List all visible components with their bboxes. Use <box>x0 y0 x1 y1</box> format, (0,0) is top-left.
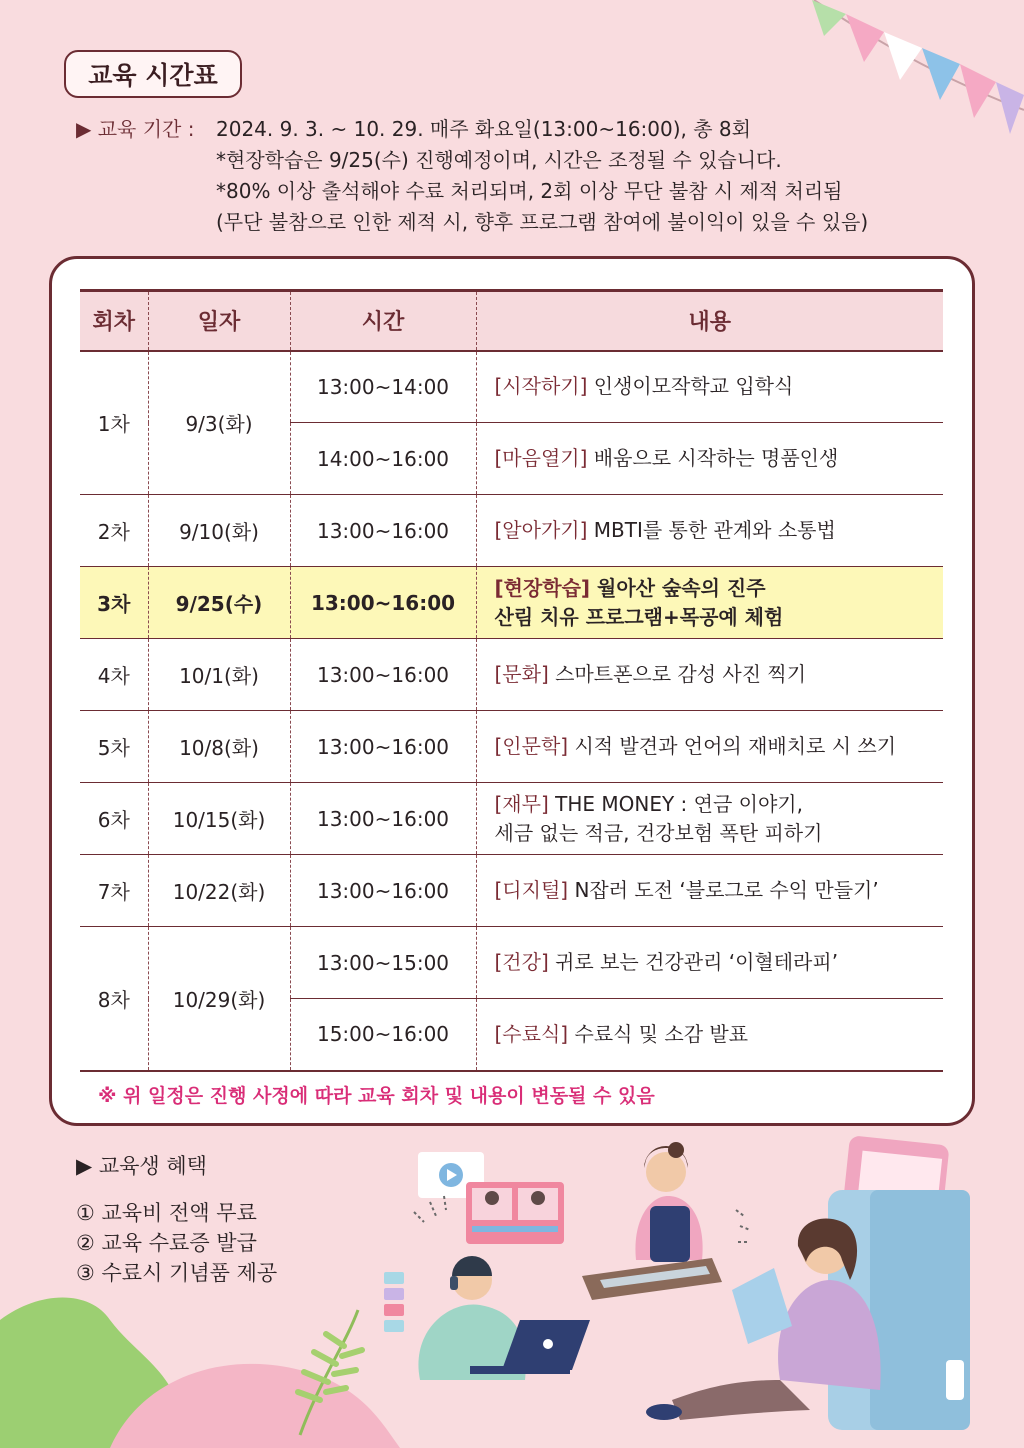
date-cell: 10/22(화) <box>148 855 290 927</box>
date-cell: 10/29(화) <box>148 927 290 1071</box>
period-note: *80% 이상 출석해야 수료 처리되며, 2회 이상 무단 불참 시 제적 처리됨 <box>216 179 843 203</box>
session-cell: 1차 <box>80 351 148 495</box>
session-cell: 5차 <box>80 711 148 783</box>
content-cell <box>476 999 943 1071</box>
content-cell <box>476 783 943 855</box>
period-label: ▶ 교육 기간 : <box>76 117 195 141</box>
video-call-screen <box>466 1182 564 1244</box>
list-item: ③ 수료시 기념품 제공 <box>76 1261 278 1285</box>
content-cell <box>476 423 943 495</box>
content-cell <box>476 639 943 711</box>
time-cell: 13:00~16:00 <box>290 639 476 711</box>
category-label: [인문학] <box>494 734 569 758</box>
period-note: *현장학습은 9/25(수) 진행예정이며, 시간은 조정될 수 있습니다. <box>216 148 782 172</box>
content-cell <box>476 567 943 639</box>
date-cell: 10/1(화) <box>148 639 290 711</box>
time-cell: 13:00~15:00 <box>290 927 476 999</box>
benefits-title: ▶ 교육생 혜택 <box>76 1154 207 1178</box>
illustration-group <box>0 1130 1024 1448</box>
list-item: ① 교육비 전액 무료 <box>76 1201 257 1225</box>
table-header-row <box>80 291 943 351</box>
session-cell: 8차 <box>80 927 148 1071</box>
category-label: [시작하기] <box>494 374 588 399</box>
schedule-table <box>80 289 943 1072</box>
schedule-card <box>49 256 975 1126</box>
media-buttons <box>384 1272 404 1332</box>
time-cell: 14:00~16:00 <box>290 423 476 495</box>
time-cell: 13:00~16:00 <box>290 711 476 783</box>
time-cell: 13:00~14:00 <box>290 351 476 423</box>
category-label: [건강] <box>494 950 549 974</box>
session-cell: 4차 <box>80 639 148 711</box>
session-cell: 6차 <box>80 783 148 855</box>
person-woodworking <box>582 1142 722 1300</box>
content-cell <box>476 495 943 567</box>
content-text: 배움으로 시작하는 명품인생 <box>593 446 839 470</box>
table-row <box>80 855 943 927</box>
table-row <box>80 639 943 711</box>
page-title: 교육 시간표 <box>64 50 242 98</box>
table-row <box>80 495 943 567</box>
table-row <box>80 927 943 999</box>
time-cell: 13:00~16:00 <box>290 783 476 855</box>
header-content: 내용 <box>476 291 943 351</box>
category-label: [현장학습] <box>494 575 591 600</box>
date-cell: 9/3(화) <box>148 351 290 495</box>
content-text-line2: 산림 치유 프로그램+목공예 체험 <box>494 604 784 629</box>
date-cell: 10/8(화) <box>148 711 290 783</box>
date-cell: 9/25(수) <box>148 567 290 639</box>
list-item: ② 교육 수료증 발급 <box>76 1231 257 1255</box>
category-label: [문화] <box>494 662 549 686</box>
education-period <box>76 114 868 238</box>
category-label: [알아가기] <box>494 518 588 542</box>
content-cell <box>476 711 943 783</box>
time-cell: 13:00~16:00 <box>290 495 476 567</box>
session-cell: 2차 <box>80 495 148 567</box>
content-text: 스마트폰으로 감성 사진 찍기 <box>555 662 807 686</box>
category-label: [디지털] <box>494 878 569 902</box>
content-cell <box>476 351 943 423</box>
person-headset-laptop <box>418 1256 590 1380</box>
content-text: N잡러 도전 ‘블로그로 수익 만들기’ <box>574 878 879 902</box>
content-text: 수료식 및 소감 발표 <box>574 1021 749 1046</box>
header-session: 회차 <box>80 291 148 351</box>
category-label: [재무] <box>494 791 549 816</box>
time-cell: 13:00~16:00 <box>290 855 476 927</box>
date-cell: 9/10(화) <box>148 495 290 567</box>
content-text: 시적 발견과 언어의 재배치로 시 쓰기 <box>574 734 897 758</box>
table-row <box>80 351 943 423</box>
header-date: 일자 <box>148 291 290 351</box>
time-cell: 13:00~16:00 <box>290 567 476 639</box>
period-note: (무단 불참으로 인한 제적 시, 향후 프로그램 참여에 불이익이 있을 수 있음) <box>216 210 869 234</box>
session-cell: 3차 <box>80 567 148 639</box>
content-text-line2: 세금 없는 적금, 건강보험 폭탄 피하기 <box>494 820 823 845</box>
category-label: [수료식] <box>494 1021 569 1046</box>
period-value: 2024. 9. 3. ~ 10. 29. 매주 화요일(13:00~16:00), 총 8회 <box>216 117 751 141</box>
table-row <box>80 783 943 855</box>
category-label: [마음열기] <box>494 446 588 470</box>
content-cell <box>476 927 943 999</box>
content-text: 월아산 숲속의 진주 <box>597 575 766 600</box>
time-cell: 15:00~16:00 <box>290 999 476 1071</box>
header-time: 시간 <box>290 291 476 351</box>
content-text: THE MONEY : 연금 이야기, <box>555 791 803 816</box>
table-row-highlighted <box>80 567 943 639</box>
schedule-notice: ※ 위 일정은 진행 사정에 따라 교육 회차 및 내용이 변동될 수 있음 <box>98 1085 655 1107</box>
content-text: 귀로 보는 건강관리 ‘이혈테라피’ <box>555 950 839 974</box>
table-row <box>80 711 943 783</box>
session-cell: 7차 <box>80 855 148 927</box>
content-cell <box>476 855 943 927</box>
content-text: 인생이모작학교 입학식 <box>593 374 794 399</box>
content-text: MBTI를 통한 관계와 소통법 <box>593 518 836 542</box>
date-cell: 10/15(화) <box>148 783 290 855</box>
